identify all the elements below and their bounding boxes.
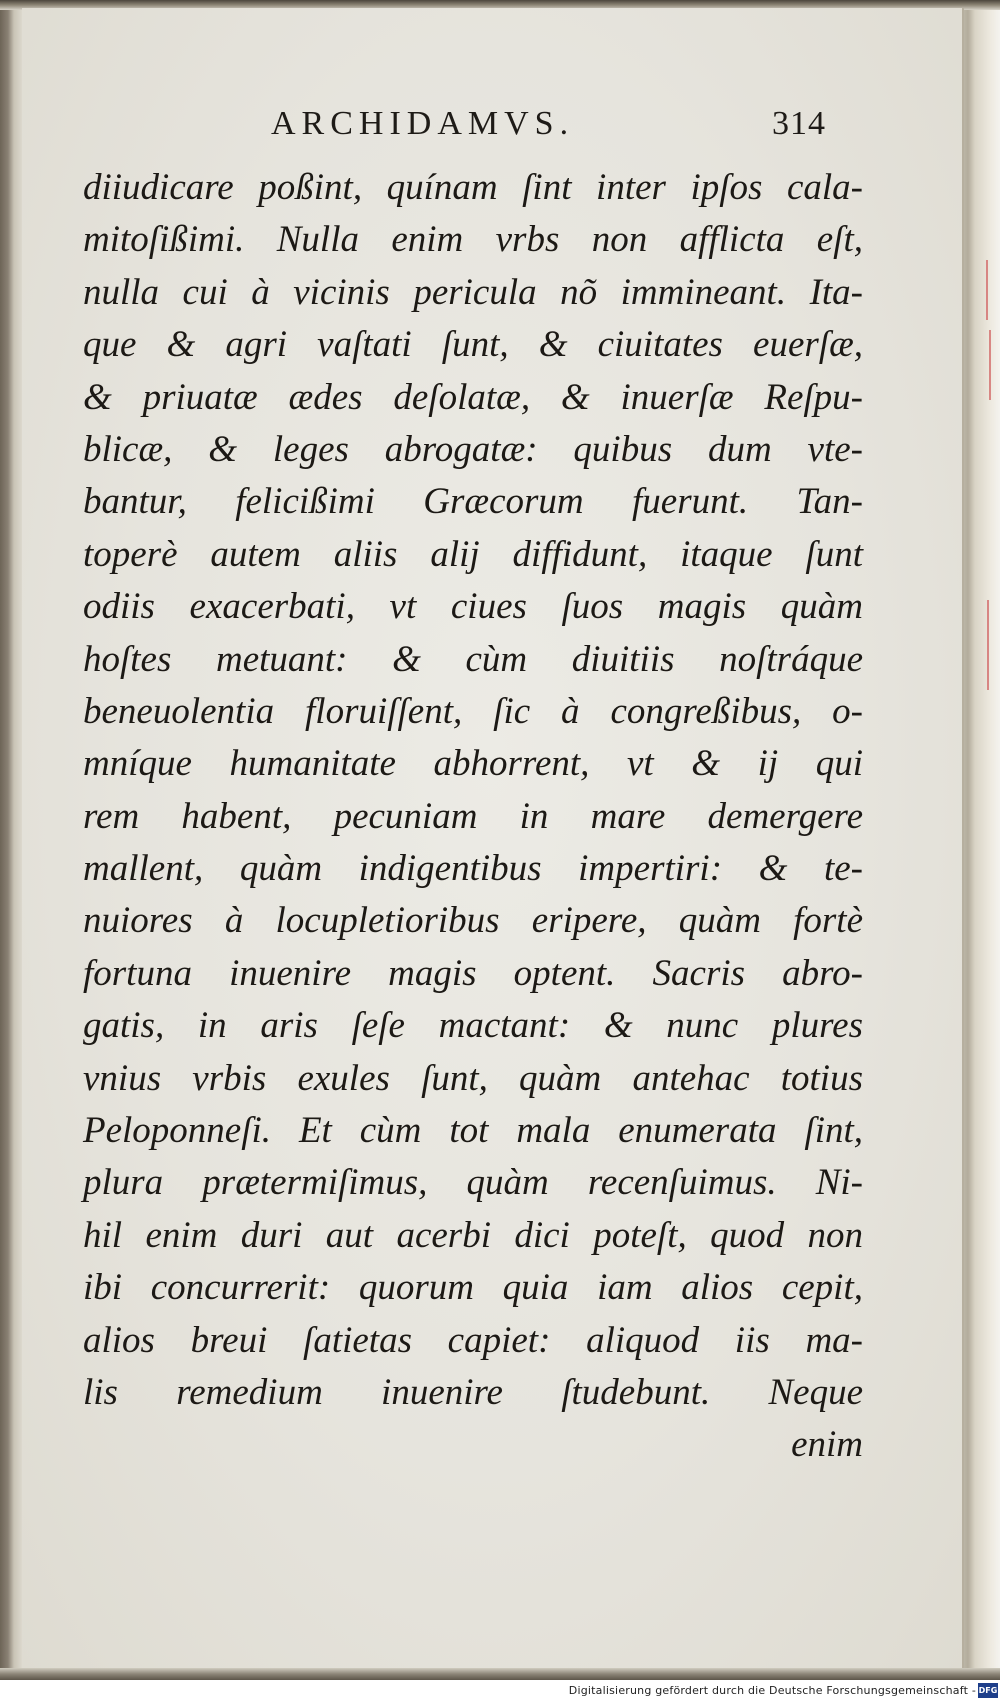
text-line: ibi concurrerit: quorum quia iam alios cepit, xyxy=(83,1267,863,1309)
text-line: rem habent, pecuniam in mare demergere xyxy=(83,795,863,837)
dfg-logo: DFG xyxy=(978,1683,998,1698)
text-line: bantur, felicißimi Græcorum fuerunt. Tan- xyxy=(83,481,863,523)
text-line: nuiores à locupletioribus eripere, quàm fortè xyxy=(83,900,863,942)
text-line: Peloponneſi. Et cùm tot mala enumerata ſint, xyxy=(83,1110,863,1152)
text-line: que & agri vaſtati ſunt, & ciuitates euerſæ, xyxy=(83,324,863,366)
text-line: toperè autem aliis alij diffidunt, itaque ſunt xyxy=(83,533,863,575)
text-line: mníque humanitate abhorrent, vt & ij qui xyxy=(83,743,863,785)
text-line: blicæ, & leges abrogatæ: quibus dum vte- xyxy=(83,428,863,470)
text-line: fortuna inuenire magis optent. Sacris abro- xyxy=(83,952,863,994)
text-line: beneuolentia floruiſſent, ſic à congreßibus, o- xyxy=(83,690,863,732)
page-edge-mark xyxy=(986,260,988,320)
page-edge-mark xyxy=(989,330,991,400)
text-line: & priuatæ ædes deſolatæ, & inuerſæ Reſpu- xyxy=(83,376,863,418)
text-line: gatis, in aris ſeſe mactant: & nunc plures xyxy=(83,1005,863,1047)
text-line: plura prætermiſimus, quàm recenſuimus. Ni- xyxy=(83,1162,863,1204)
catchword: enim xyxy=(791,1424,863,1466)
running-head-title: ARCHIDAMVS. xyxy=(271,105,575,142)
body-text xyxy=(83,162,863,1472)
page-edge-mark xyxy=(987,600,989,690)
text-line: hil enim duri aut acerbi dici poteſt, quod non xyxy=(83,1214,863,1256)
text-line: hoſtes metuant: & cùm diuitiis noſtráque xyxy=(83,638,863,680)
text-line: diiudicare poßint, quínam ſint inter ipſos cala- xyxy=(83,167,863,208)
running-head xyxy=(0,105,1000,155)
text-line: odiis exacerbati, vt ciues ſuos magis quàm xyxy=(83,586,863,628)
text-line: mallent, quàm indigentibus impertiri: & te- xyxy=(83,848,863,890)
text-line: mitoſißimi. Nulla enim vrbs non afflicta eſt, xyxy=(83,219,863,261)
book-bottom-edge xyxy=(0,1668,1000,1680)
text-line: nulla cui à vicinis pericula nõ immineant. Ita- xyxy=(83,271,863,313)
text-line: lis remedium inuenire ſtudebunt. Neque xyxy=(83,1371,863,1413)
funding-credit: Digitalisierung gefördert durch die Deutsche Forschungsgemeinschaft - xyxy=(568,1684,976,1697)
text-line: alios breui ſatietas capiet: aliquod iis ma- xyxy=(83,1319,863,1361)
page-number: 314 xyxy=(772,105,826,142)
text-line: vnius vrbis exules ſunt, quàm antehac totius xyxy=(83,1057,863,1099)
digitization-footer xyxy=(0,1680,1000,1703)
